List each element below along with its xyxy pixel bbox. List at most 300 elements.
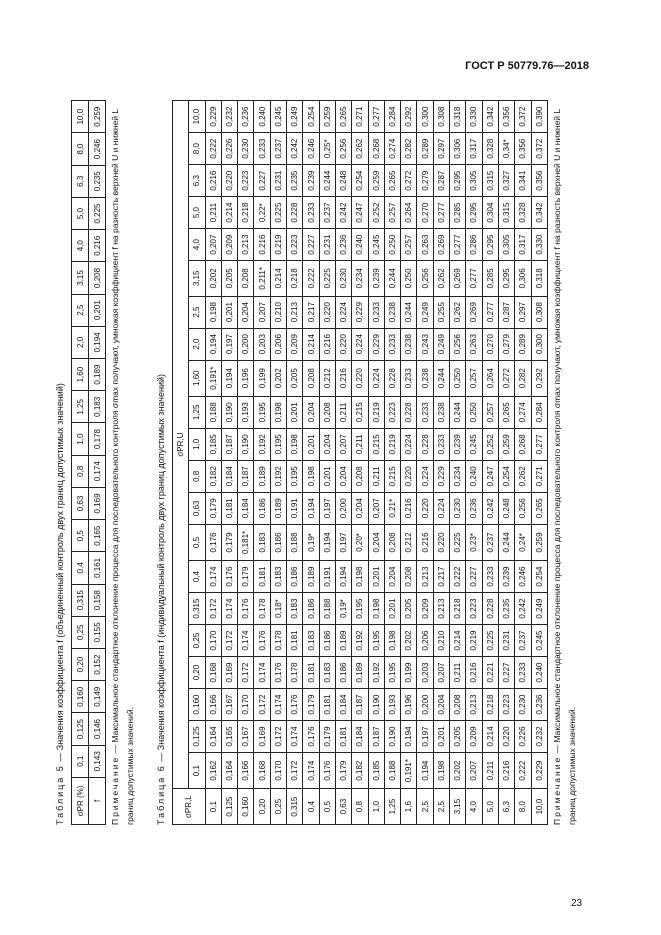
table6-cell: 0,224 [368, 360, 384, 396]
table6-cell: 0,208 [352, 460, 368, 492]
table6-cell: 0,328 [482, 133, 498, 165]
table6-row-label: 4,0 [466, 789, 482, 825]
table6-cell: 0,342 [482, 101, 498, 133]
table6-cell: 0,224 [433, 492, 449, 524]
table6-cell: 0,229 [205, 101, 221, 133]
table6-cell: 0,195 [254, 396, 270, 428]
table6-row-label: 0,4 [303, 789, 319, 825]
table6-cell: 0,252 [368, 197, 384, 229]
table6-cell: 0,195 [270, 428, 286, 460]
table6-cell: 0,166 [238, 752, 254, 788]
table6-note-text: — Максимальное стандартное отклонение процесса для последовательного контроля σmax получают, умножая коэффициент f на разность верхней U и нижней L границ допустимых значений. [551, 109, 577, 825]
table6-cell: 0,237 [319, 197, 335, 229]
table6-cell: 0,269 [433, 229, 449, 261]
table6-cell: 0,204 [433, 689, 449, 721]
table6-cell: 0,236 [531, 689, 547, 721]
table6-cell: 0,220 [433, 524, 449, 560]
table6 [172, 100, 548, 825]
table6-cell: 0,225 [450, 524, 466, 560]
table6-cell: 0,215 [352, 396, 368, 428]
table6-cell: 0,318 [531, 261, 547, 296]
table6-cell: 0,277 [450, 229, 466, 261]
table6-cell: 0,230 [335, 261, 351, 296]
table6-cell: 0,224 [335, 296, 351, 328]
table6-cell: 0,170 [270, 752, 286, 788]
table6-cell: 0,231 [319, 229, 335, 261]
table6-cell: 0,277 [482, 296, 498, 328]
table6-cell: 0,242 [515, 593, 531, 625]
table6-cell: 0,245 [531, 625, 547, 657]
table6-cell: 0,206 [417, 625, 433, 657]
table6-cell: 0,237 [270, 133, 286, 165]
table6-cell: 0,194 [303, 492, 319, 524]
table5-column-header: 2,5 [72, 294, 89, 326]
table6-row [531, 101, 547, 825]
table6-cell: 0,263 [466, 328, 482, 360]
table6-cell: 0,176 [205, 524, 221, 560]
table6-row [401, 101, 417, 825]
table6-cell: 0,201 [287, 396, 303, 428]
table6-cell: 0,239 [303, 165, 319, 197]
table5-cell: 0,178 [89, 423, 106, 455]
table6-cell: 0,187 [238, 460, 254, 492]
table6-cell: 0,219 [384, 428, 400, 460]
table6-cell: 0,295 [498, 261, 514, 296]
table6-cell: 0,304 [482, 197, 498, 229]
table5-column-header: 1,25 [72, 391, 89, 423]
table6-cell: 0,289 [417, 133, 433, 165]
table6-cell: 0,285 [450, 197, 466, 229]
table6-cell: 0,201 [384, 593, 400, 625]
table6-cell: 0,208 [401, 561, 417, 593]
table6-cell: 0,185 [368, 752, 384, 788]
table6-cell: 0,176 [270, 657, 286, 689]
table6-cell: 0,246 [515, 561, 531, 593]
table6-row [335, 101, 351, 825]
table5-column-header: 0,20 [72, 648, 89, 680]
table6-column-header: 0,20 [189, 657, 205, 689]
table5-cell: 0,189 [89, 358, 106, 390]
table6-cell: 0,249 [433, 328, 449, 360]
table5-caption-prefix: Таблица 5 [55, 764, 65, 825]
table6-cell: 0,222 [515, 752, 531, 788]
table6-cell: 0,174 [238, 625, 254, 657]
table6-cell: 0,208 [319, 396, 335, 428]
table5-cell: 0,235 [89, 165, 106, 197]
table6-cell: 0,277 [466, 261, 482, 296]
table6-cell: 0,229 [531, 752, 547, 788]
table6-cell: 0,208 [238, 261, 254, 296]
table6-cell: 0,200 [335, 492, 351, 524]
table6-cell: 0,254 [531, 561, 547, 593]
table6-cell: 0,250 [450, 360, 466, 396]
table6-cell: 0,242 [287, 133, 303, 165]
table6-cell: 0,205 [287, 360, 303, 396]
table6-cell: 0,193 [238, 396, 254, 428]
table6-cell: 0,229 [368, 328, 384, 360]
table6-column-header: 0,125 [189, 720, 205, 752]
table6-column-header: 2,0 [189, 328, 205, 360]
table6-cell: 0,330 [531, 229, 547, 261]
table6-cell: 0,207 [254, 296, 270, 328]
table6-cell: 0,204 [335, 460, 351, 492]
table6-cell: 0,215 [368, 428, 384, 460]
table6-cell: 0,209 [221, 229, 237, 261]
table6-column-header: 0,160 [189, 689, 205, 721]
table6-cell: 0,240 [531, 657, 547, 689]
table6-cell: 0,221 [482, 657, 498, 689]
table6-cell: 0,224 [417, 460, 433, 492]
table6-cell: 0,219 [270, 229, 286, 261]
table6-cell: 0,215 [384, 460, 400, 492]
table6-cell: 0,235 [287, 165, 303, 197]
table6-row [482, 101, 498, 825]
table6-cell: 0,242 [335, 197, 351, 229]
table6-cell: 0,237 [515, 625, 531, 657]
table6-cell: 0,219 [368, 396, 384, 428]
table6-cell: 0,208 [303, 360, 319, 396]
table6-cell: 0,184 [238, 492, 254, 524]
table6-cell: 0,186 [254, 492, 270, 524]
table6-cell: 0,277 [433, 197, 449, 229]
table6-cell: 0,228 [417, 428, 433, 460]
table6-row-label: 0,1 [205, 789, 221, 825]
table6-cell: 0,245 [270, 101, 286, 133]
table6-cell: 0,233 [417, 396, 433, 428]
table5-cell: 0,194 [89, 326, 106, 358]
table6-cell: 0,198 [433, 752, 449, 788]
table6-cell: 0,191 [319, 561, 335, 593]
table6-cell: 0,245 [466, 428, 482, 460]
table6-cell: 0,194 [335, 561, 351, 593]
table6-cell: 0,176 [287, 689, 303, 721]
table5-column-header: 0,160 [72, 681, 89, 713]
table6-cell: 0,272 [401, 165, 417, 197]
table6-cell: 0,256 [417, 261, 433, 296]
table6-cell: 0,188 [287, 524, 303, 560]
table5 [71, 100, 106, 825]
table6-cell: 0,172 [270, 720, 286, 752]
table6-cell: 0,256 [335, 133, 351, 165]
table5-note-prefix: Примечание [110, 755, 120, 825]
table5-cell: 0,158 [89, 584, 106, 616]
table6-cell: 0,270 [417, 197, 433, 229]
table6-row-label: 10,0 [531, 789, 547, 825]
table6-cell: 0,183 [319, 657, 335, 689]
table6-cell: 0,250 [466, 396, 482, 428]
table5-cell: 0,225 [89, 197, 106, 229]
table6-cell: 0,233 [254, 133, 270, 165]
table6-cell: 0,216 [205, 165, 221, 197]
table6-cell: 0,305 [466, 165, 482, 197]
table6-row-label: 3,15 [450, 789, 466, 825]
table6-cell: 0,25* [319, 133, 335, 165]
rotated-content [55, 100, 615, 825]
table6-cell: 0,341 [515, 165, 531, 197]
table6-cell: 0,194 [205, 328, 221, 360]
table6-cell: 0,218 [287, 261, 303, 296]
table6-cell: 0,222 [205, 133, 221, 165]
table6-cell: 0,220 [335, 328, 351, 360]
table6-cell: 0,181 [303, 657, 319, 689]
table6-cell: 0,195 [287, 460, 303, 492]
table6-cell: 0,188 [319, 593, 335, 625]
table6-cell: 0,178 [254, 593, 270, 625]
table6-cell: 0,18* [270, 593, 286, 625]
table6-cell: 0,250 [384, 229, 400, 261]
table5-column-header: 2,0 [72, 326, 89, 358]
table6-row [498, 101, 514, 825]
table6-row [466, 101, 482, 825]
table6-cell: 0,184 [352, 720, 368, 752]
table6-cell: 0,176 [303, 720, 319, 752]
table6-cell: 0,243 [417, 328, 433, 360]
table6-cell: 0,285 [482, 261, 498, 296]
table6-cell: 0,295 [482, 229, 498, 261]
table6-cell: 0,207 [433, 657, 449, 689]
table6-cell: 0,233 [482, 561, 498, 593]
table6-cell: 0,257 [482, 396, 498, 428]
table6-cell: 0,214 [221, 197, 237, 229]
table6-cell: 0,181 [319, 689, 335, 721]
table6-cell: 0,170 [205, 625, 221, 657]
table5-cell: 0,143 [89, 745, 106, 777]
table6-cell: 0,19* [335, 593, 351, 625]
table6-row-label: 0,8 [352, 789, 368, 825]
table6-cell: 0,244 [450, 396, 466, 428]
table6-cell: 0,220 [498, 720, 514, 752]
table6-cell: 0,209 [417, 593, 433, 625]
table6-cell: 0,196 [238, 360, 254, 396]
table6-cell: 0,188 [384, 752, 400, 788]
table6-cell: 0,207 [368, 492, 384, 524]
table6-cell: 0,200 [417, 689, 433, 721]
table6-row [368, 101, 384, 825]
table6-cell: 0,257 [401, 229, 417, 261]
table6-cell: 0,34* [498, 133, 514, 165]
table6-cell: 0,194 [319, 524, 335, 560]
table6-row-label: 0,125 [221, 789, 237, 825]
table6-cell: 0,226 [221, 133, 237, 165]
table6-cell: 0,198 [384, 625, 400, 657]
table6-cell: 0,259 [498, 428, 514, 460]
table5-cell: 0,155 [89, 616, 106, 648]
table6-cell: 0,189 [254, 460, 270, 492]
table6-cell: 0,211 [368, 460, 384, 492]
table6-cell: 0,205 [221, 261, 237, 296]
table6-cell: 0,220 [352, 360, 368, 396]
table6-cell: 0,187 [368, 720, 384, 752]
table6-cell: 0,204 [238, 296, 254, 328]
table6-cell: 0,233 [433, 428, 449, 460]
table6-cell: 0,214 [482, 720, 498, 752]
table6-cell: 0,259 [319, 101, 335, 133]
table6-cell: 0,223 [466, 593, 482, 625]
table6-cell: 0,239 [498, 561, 514, 593]
table6-cell: 0,268 [368, 133, 384, 165]
table6-cell: 0,284 [531, 396, 547, 428]
table6-cell: 0,199 [401, 657, 417, 689]
table6-cell: 0,214 [270, 261, 286, 296]
table6-cell: 0,223 [238, 165, 254, 197]
table6-cell: 0,292 [531, 360, 547, 396]
table6-caption [156, 100, 166, 825]
table6-cell: 0,182 [205, 460, 221, 492]
table6-cell: 0,211 [352, 428, 368, 460]
table6-cell: 0,356 [515, 133, 531, 165]
table6-cell: 0,202 [450, 752, 466, 788]
table6-cell: 0,342 [531, 197, 547, 229]
table6-cell: 0,230 [450, 492, 466, 524]
table6-cell: 0,218 [238, 197, 254, 229]
table6-cell: 0,209 [466, 720, 482, 752]
table6-cell: 0,306 [450, 133, 466, 165]
table6-cell: 0,178 [287, 657, 303, 689]
table6-row [319, 101, 335, 825]
table6-cell: 0,179 [221, 524, 237, 560]
table5-cell: 0,246 [89, 133, 106, 165]
table6-cell: 0,213 [417, 561, 433, 593]
table6-row [515, 101, 531, 825]
table6-cell: 0,220 [401, 460, 417, 492]
table6-row [287, 101, 303, 825]
table6-cell: 0,233 [384, 328, 400, 360]
table5-value-row [89, 101, 106, 825]
table6-cell: 0,216 [254, 229, 270, 261]
table6-cell: 0,308 [531, 296, 547, 328]
table6-cell: 0,317 [515, 229, 531, 261]
table6-cell: 0,207 [205, 229, 221, 261]
table6-cell: 0,277 [531, 428, 547, 460]
table6-row [238, 101, 254, 825]
table6-cell: 0,356 [498, 101, 514, 133]
table6-cell: 0,234 [352, 261, 368, 296]
table6-cell: 0,195 [368, 625, 384, 657]
table6-cell: 0,223 [498, 689, 514, 721]
table6-cell: 0,201 [433, 720, 449, 752]
table6-cell: 0,264 [482, 360, 498, 396]
table6-cell: 0,229 [433, 460, 449, 492]
table6-cell: 0,211* [254, 261, 270, 296]
table6-cell: 0,194 [401, 720, 417, 752]
table6-cell: 0,172 [238, 657, 254, 689]
table6-cell: 0,197 [221, 328, 237, 360]
table6-row-label: 0,20 [254, 789, 270, 825]
table6-cell: 0,232 [531, 720, 547, 752]
table6-cell: 0,220 [319, 296, 335, 328]
table6-cell: 0,216 [498, 752, 514, 788]
table6-note [550, 100, 580, 825]
table6-row-label: 8,0 [515, 789, 531, 825]
table6-column-header: 1,25 [189, 396, 205, 428]
table6-cell: 0,211 [482, 752, 498, 788]
table6-caption-prefix: Таблица 6 [156, 764, 166, 825]
table6-cell: 0,203 [254, 328, 270, 360]
table6-cell: 0,20* [352, 524, 368, 560]
table6-cell: 0,210 [270, 296, 286, 328]
table6-cell: 0,211 [205, 197, 221, 229]
table6-cell: 0,297 [433, 133, 449, 165]
table6-row-label: 1,25 [384, 789, 400, 825]
table6-cell: 0,181 [287, 625, 303, 657]
table6-cell: 0,217 [433, 561, 449, 593]
table6-cell: 0,200 [238, 328, 254, 360]
table6-cell: 0,193 [384, 689, 400, 721]
table6-cell: 0,188 [205, 396, 221, 428]
table6-cell: 0,220 [221, 165, 237, 197]
table6-cell: 0,244 [384, 261, 400, 296]
table6-cell: 0,192 [270, 460, 286, 492]
table6-cell: 0,248 [498, 492, 514, 524]
table6-cell: 0,269 [450, 261, 466, 296]
table6-cell: 0,198 [205, 296, 221, 328]
table6-row [384, 101, 400, 825]
table6-cell: 0,186 [335, 657, 351, 689]
table5-row-label: f [89, 777, 106, 824]
table6-cell: 0,228 [482, 593, 498, 625]
table6-cell: 0,204 [303, 396, 319, 428]
table6-cell: 0,201 [319, 460, 335, 492]
table6-cell: 0,254 [303, 101, 319, 133]
table6-cell: 0,167 [238, 720, 254, 752]
table6-cell: 0,272 [498, 360, 514, 396]
table6-cell: 0,231 [498, 625, 514, 657]
table6-cell: 0,198 [368, 593, 384, 625]
table6-cell: 0,181 [335, 720, 351, 752]
table6-cell: 0,179 [303, 689, 319, 721]
table6-cell: 0,230 [238, 133, 254, 165]
table5-column-header: 0,315 [72, 584, 89, 616]
table6-cell: 0,187 [221, 428, 237, 460]
table6-cell: 0,213 [287, 296, 303, 328]
table6-row-label: 2,5 [417, 789, 433, 825]
table6-cell: 0,176 [221, 561, 237, 593]
table6-cell: 0,292 [401, 101, 417, 133]
table6-cell: 0,192 [254, 428, 270, 460]
table6-cell: 0,183 [287, 593, 303, 625]
table6-row-label: 0,25 [270, 789, 286, 825]
table6-row [417, 101, 433, 825]
table6-cell: 0,174 [254, 657, 270, 689]
table6-cell: 0,166 [205, 689, 221, 721]
table6-cell: 0,23* [466, 524, 482, 560]
table6-cell: 0,164 [205, 720, 221, 752]
table6-cell: 0,198 [270, 396, 286, 428]
table5-column-header: 1,0 [72, 423, 89, 455]
table5-column-header: 0,63 [72, 487, 89, 519]
table6-cell: 0,236 [466, 492, 482, 524]
table6-column-header: 3,15 [189, 261, 205, 296]
table5-column-header: 0,125 [72, 713, 89, 745]
table6-cell: 0,356 [531, 165, 547, 197]
table6-cell: 0,186 [303, 593, 319, 625]
table6-cell: 0,182 [352, 752, 368, 788]
table6-cell: 0,196 [401, 689, 417, 721]
table6-cell: 0,186 [270, 524, 286, 560]
table6-cell: 0,308 [433, 101, 449, 133]
table6-cell: 0,181 [221, 492, 237, 524]
table6-row-label: 6,3 [498, 789, 514, 825]
table6-cell: 0,170 [238, 689, 254, 721]
table6-cell: 0,227 [466, 561, 482, 593]
table6-cell: 0,208 [450, 689, 466, 721]
table6-cell: 0,176 [254, 625, 270, 657]
table6-cell: 0,204 [384, 561, 400, 593]
table6-cell: 0,204 [319, 428, 335, 460]
table6-cell: 0,185 [205, 428, 221, 460]
table6-cell: 0,282 [401, 133, 417, 165]
table6-row [270, 101, 286, 825]
